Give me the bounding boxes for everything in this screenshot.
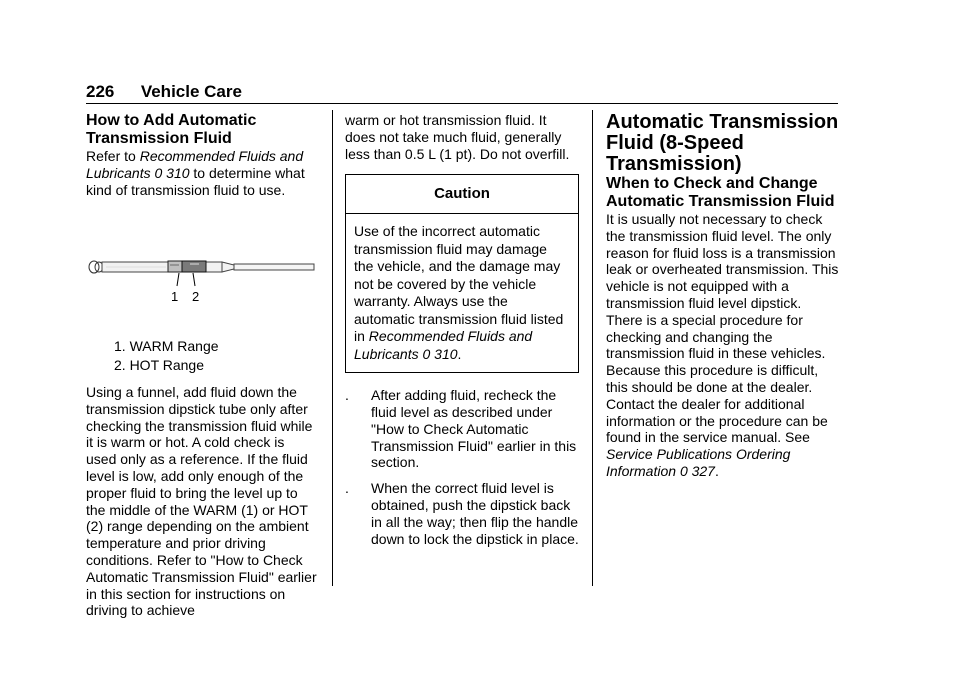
- funnel-paragraph: Using a funnel, add fluid down the transmission dipstick tube only after checking the transmission fluid while it is warm or hot. A cold check is used only as a reference. If the fluid level is low, add only enough of the proper fluid to bring the level up to the middle of the WARM (1) or HOT (2) range depending on the ambient temperature and prior driving conditions. Refer to "How to Check Automatic Transmission Fluid" earlier in this section for instructions on driving to achieve: [86, 383, 317, 619]
- column-divider-1: [332, 110, 333, 586]
- legend-item-hot: 2. HOT Range: [114, 357, 205, 374]
- list-item: . After adding fluid, recheck the fluid level as described under "How to Check Automatic Transmission Fluid" earlier in this section.: [345, 387, 577, 471]
- caution-title: Caution: [346, 175, 578, 214]
- column-2: [345, 112, 579, 556]
- callout-2: 2: [192, 289, 200, 305]
- column-divider-2: [592, 110, 593, 586]
- page-number: 226: [86, 82, 115, 101]
- continued-paragraph: warm or hot transmission fluid. It does not take much fluid, generally less than 0.5 L (1 pt). Do not overfill.: [345, 112, 570, 162]
- page-ref[interactable]: 0 310: [154, 164, 190, 181]
- callout-1: 1: [171, 289, 179, 305]
- caution-link[interactable]: Recommended Fluids and Lubricants: [354, 328, 533, 362]
- caution-body: Use of the incorrect automatic transmission fluid may damage the vehicle, and the damage may not be covered by the vehicle warranty. Always use the automatic transmission fluid listed in Recommended Fluids and Lubricants 0 310.: [354, 223, 564, 362]
- after-adding-list: [345, 387, 579, 547]
- when-to-check-heading: When to Check and Change Automatic Transmission Fluid: [606, 175, 835, 210]
- dipstick-illustration: [86, 198, 318, 338]
- add-fluid-heading: How to Add Automatic Transmission Fluid: [86, 112, 257, 147]
- list-item: . When the correct fluid level is obtained, push the dipstick back in all the way; then flip the handle down to lock the dipstick in place.: [345, 480, 579, 547]
- page-header: [86, 82, 838, 102]
- column-1: [86, 112, 318, 619]
- dipstick-figure: [86, 198, 318, 338]
- bullet-mark: .: [345, 480, 349, 497]
- bullet-mark: .: [345, 387, 349, 404]
- intro-link[interactable]: Recommended Fluids and Lubricants: [86, 148, 304, 181]
- when-to-check-paragraph: It is usually not necessary to check the transmission fluid level. The only reason for fluid loss is a transmission leak or overheated transmission. This vehicle is not equipped with a transmission fluid level dipstick. There is a special procedure for checking and changing the transmission fluid in these vehicles. Because this procedure is difficult, this should be done at the dealer. Contact the dealer for additional information or the procedure can be found in the service manual. See Service Publications Ordering Information 0 327.: [606, 211, 839, 479]
- section-title: Vehicle Care: [140, 82, 242, 101]
- intro-paragraph: Refer to Recommended Fluids and Lubricants 0 310 to determine what kind of transmission fluid to use.: [86, 148, 305, 198]
- caution-box: [345, 174, 579, 373]
- caution-page-ref[interactable]: 0 310: [422, 345, 458, 362]
- column-3: [606, 112, 840, 480]
- service-page-ref[interactable]: 0 327: [679, 462, 715, 479]
- figure-legend: [114, 338, 318, 374]
- header-rule: [86, 103, 838, 104]
- section-main-title: Automatic Transmission Fluid (8-Speed Transmission): [606, 111, 839, 175]
- legend-item-warm: 1. WARM Range: [114, 338, 219, 355]
- service-publications-link[interactable]: Service Publications Ordering Information: [606, 446, 791, 479]
